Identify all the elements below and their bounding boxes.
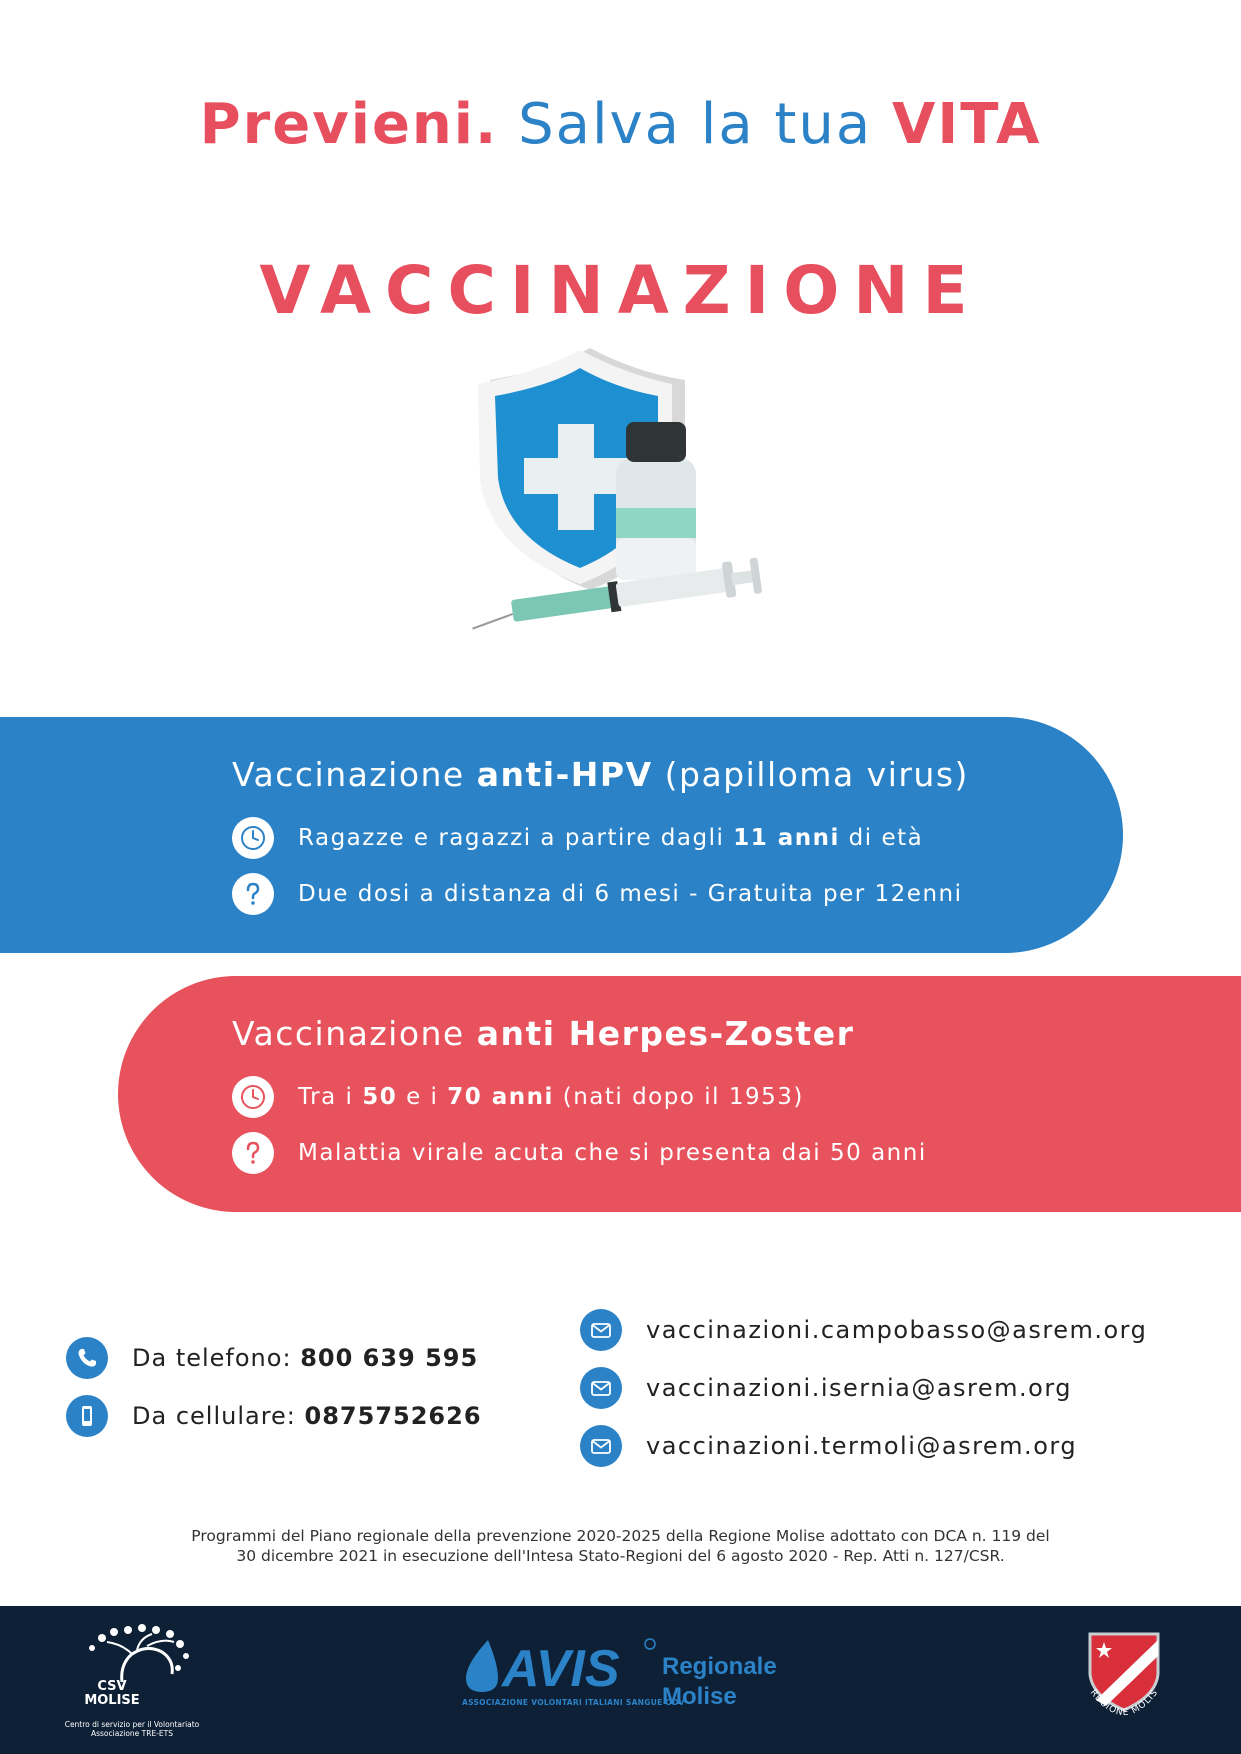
footnote-line1: Programmi del Piano regionale della prevenzione 2020-2025 della Regione Molise adottato con DCA n. 119 del <box>191 1527 1050 1545</box>
hpv-info-row <box>232 873 963 915</box>
clock-icon <box>232 817 274 859</box>
hpv-age-text <box>298 825 923 851</box>
hpv-title-prefix: Vaccinazione <box>232 755 465 794</box>
zoster-title-bold: anti Herpes-Zoster <box>476 1014 855 1053</box>
avis-logo <box>458 1636 658 1694</box>
svg-text:AVIS: AVIS <box>502 1640 620 1694</box>
mobile-label: Da cellulare: <box>132 1402 296 1430</box>
csv-subtitle: Centro di servizio per il Volontariato Associazione TRE-ETS <box>64 1720 200 1738</box>
email-link[interactable]: vaccinazioni.isernia@asrem.org <box>646 1374 1072 1402</box>
hpv-age-bold: 11 anni <box>733 825 840 851</box>
headline-prevent: Previeni. <box>199 92 499 157</box>
hpv-age-post: di età <box>848 825 924 851</box>
mobile-text <box>132 1402 482 1430</box>
footnote <box>0 1526 1241 1566</box>
email-link[interactable]: vaccinazioni.campobasso@asrem.org <box>646 1316 1148 1344</box>
phone-label: Da telefono: <box>132 1344 292 1372</box>
headline-save: Salva la tua <box>518 92 873 157</box>
page-title: VACCINAZIONE <box>259 252 982 329</box>
clock-icon <box>232 1076 274 1118</box>
email-row <box>580 1424 1077 1468</box>
zoster-info-text: Malattia virale acuta che si presenta dai 50 anni <box>298 1140 927 1166</box>
hpv-info-text: Due dosi a distanza di 6 mesi - Gratuita per 12enni <box>298 881 963 907</box>
avis-regional-label: Regionale Molise <box>662 1653 777 1710</box>
zoster-section <box>118 976 1241 1212</box>
mobile-number[interactable]: 0875752626 <box>304 1402 482 1430</box>
hpv-age-pre: Ragazze e ragazzi a partire dagli <box>298 825 725 851</box>
csv-molise-logo <box>62 1624 202 1739</box>
phone-number[interactable]: 800 639 595 <box>300 1344 479 1372</box>
headline <box>0 92 1241 157</box>
mobile-contact <box>66 1394 482 1438</box>
zoster-age-mid: e i <box>406 1084 439 1110</box>
phone-text <box>132 1344 478 1372</box>
mobile-phone-icon <box>66 1395 108 1437</box>
shield-vaccine-syringe-icon <box>440 340 800 630</box>
hpv-title-suffix: (papilloma virus) <box>664 755 969 794</box>
mail-icon <box>580 1425 622 1467</box>
email-row <box>580 1366 1072 1410</box>
footer <box>0 1606 1241 1754</box>
mail-icon <box>580 1309 622 1351</box>
avis-subtitle: ASSOCIAZIONE VOLONTARI ITALIANI SANGUE ODV <box>462 1698 685 1707</box>
zoster-age-post: (nati dopo il 1953) <box>562 1084 804 1110</box>
hpv-title <box>232 755 969 794</box>
zoster-age-text <box>298 1084 804 1110</box>
regione-molise-logo <box>1076 1626 1172 1736</box>
svg-text:REGIONE MOLISE: REGIONE MOLIS <box>1087 1687 1161 1719</box>
zoster-age-row <box>232 1076 804 1118</box>
email-row <box>580 1308 1147 1352</box>
zoster-age-pre: Tra i <box>298 1084 354 1110</box>
email-link[interactable]: vaccinazioni.termoli@asrem.org <box>646 1432 1078 1460</box>
zoster-age-bold1: 50 <box>362 1084 398 1110</box>
question-icon <box>232 873 274 915</box>
phone-contact <box>66 1336 478 1380</box>
hpv-age-row <box>232 817 923 859</box>
csv-name: CSV MOLISE <box>84 1679 140 1708</box>
footnote-line2: 30 dicembre 2021 in esecuzione dell'Intesa Stato-Regioni del 6 agosto 2020 - Rep. Atti n. 127/CSR. <box>236 1547 1005 1565</box>
headline-life: VITA <box>892 92 1042 157</box>
zoster-title-prefix: Vaccinazione <box>232 1014 465 1053</box>
mail-icon <box>580 1367 622 1409</box>
zoster-age-bold2: 70 anni <box>447 1084 554 1110</box>
question-icon <box>232 1132 274 1174</box>
zoster-title <box>232 1014 854 1053</box>
hpv-section <box>0 717 1123 953</box>
hpv-title-bold: anti-HPV <box>476 755 653 794</box>
phone-icon <box>66 1337 108 1379</box>
zoster-info-row <box>232 1132 927 1174</box>
tree-icon <box>62 1624 202 1684</box>
